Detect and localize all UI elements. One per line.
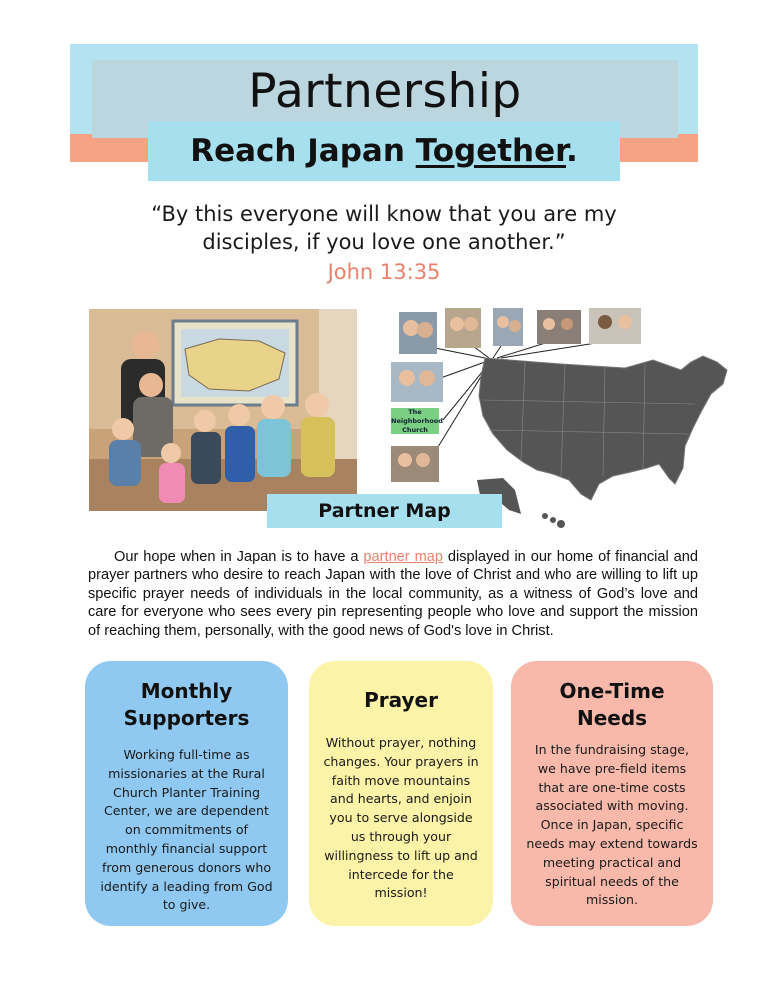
card-title-line-1: Monthly	[140, 679, 233, 703]
quote-line-1: “By this everyone will know that you are my	[151, 202, 617, 226]
quote-line-2: disciples, if you love one another.”	[202, 230, 566, 254]
paragraph-intro: Our hope when in Japan is to have a	[114, 549, 364, 565]
subtitle-period: .	[566, 133, 578, 169]
church-label: The Neighborhood Church	[391, 408, 443, 434]
body-paragraph	[88, 548, 698, 640]
card-prayer	[309, 661, 493, 926]
scripture-quote	[120, 200, 648, 256]
card-title: Prayer	[364, 688, 438, 712]
subtitle	[148, 121, 620, 181]
card-body: In the fundraising stage, we have pre-field items that are one-time costs associated with moving. Once in Japan, specific needs may extend towards meeting practical and spiritual needs of the mission.	[526, 742, 698, 908]
card-title-line-2: Supporters	[123, 706, 250, 730]
card-monthly-supporters	[85, 661, 288, 926]
partner-map-label: Partner Map	[318, 500, 451, 522]
scripture-reference: John 13:35	[327, 260, 441, 284]
partner-map-link[interactable]: partner map	[363, 549, 443, 565]
page-title: Partnership	[248, 64, 522, 119]
card-body: Without prayer, nothing changes. Your prayers in faith move mountains and hearts, and enjoin you to serve alongside us through your willingness to lift up and intercede for the mission!	[323, 735, 479, 901]
subtitle-underlined: Together	[415, 133, 567, 169]
family-photo-icon	[89, 309, 357, 511]
card-title	[85, 678, 288, 732]
paragraph-rest: displayed in our home of financial and prayer partners who desire to reach Japan with the love of Christ and who are willing to lift up specific prayer needs of individuals in the local community, as a witness of God’s love and care for everyone who sees every pin representing people who love and support the mission of reaching them, personally, with the good news of God's love in Christ.	[88, 549, 698, 639]
family-photo	[89, 309, 357, 511]
subtitle-text: Reach Japan	[190, 133, 416, 169]
card-title	[511, 678, 713, 732]
card-title-line-1: One-Time	[559, 679, 665, 703]
card-body: Working full-time as missionaries at the Rural Church Planter Training Center, we are dependent on commitments of monthly financial support from generous donors who identify a leading from God to give.	[100, 747, 273, 913]
card-title-line-2: Needs	[576, 706, 648, 730]
card-one-time-needs	[511, 661, 713, 926]
